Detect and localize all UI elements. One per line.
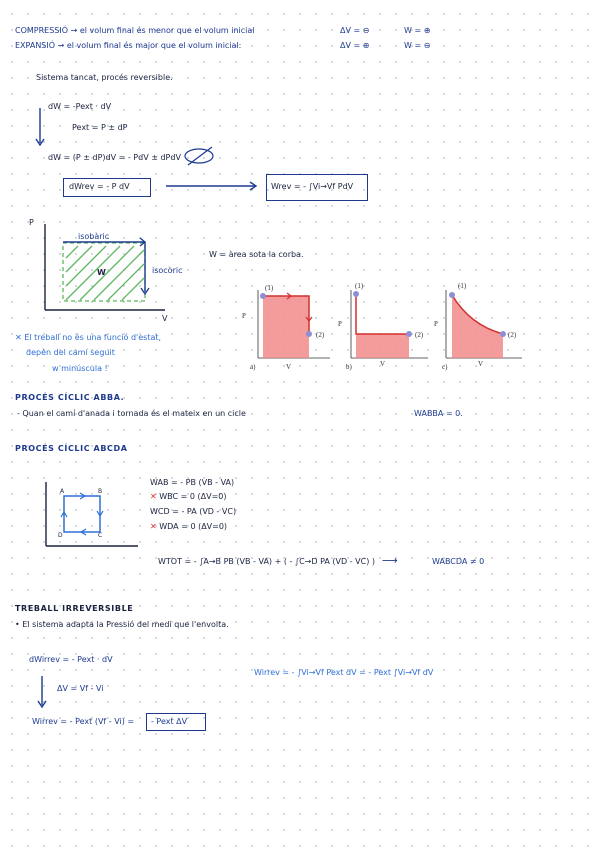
irr-eq2: ΔV = Vf - Vi — [57, 684, 104, 693]
corner-a: A — [60, 488, 65, 495]
pv-p-axis-label: P — [29, 218, 34, 227]
graph-a-s1: (1) — [265, 284, 274, 292]
state-function-note-2: depèn del camí seguit — [26, 348, 115, 357]
boxed-wrev-text: Wrev = - ∫Vi→Vf PdV — [271, 182, 354, 191]
graph-c — [446, 290, 522, 358]
expansion-w: W = ⊖ — [404, 41, 431, 50]
graph-c-p: P — [434, 320, 438, 328]
graph-b-state2 — [406, 331, 412, 337]
eq-wbc-text: WBC = 0 (ΔV=0) — [159, 492, 227, 501]
rev-eq1: dW = -Pext · dV — [48, 102, 112, 111]
graph-a-v: V — [286, 363, 292, 371]
corner-c: C — [98, 532, 103, 539]
graph-a — [258, 290, 330, 358]
isobaric-label: isobàric — [78, 232, 110, 241]
graph-a-p: P — [242, 312, 246, 320]
graph-a-state1 — [260, 293, 266, 299]
eq-wda-text: WDA = 0 (ΔV=0) — [159, 522, 228, 531]
compression-text: → el volum final és menor que el volum inicial — [70, 26, 255, 35]
rev-eq3: dW = (P ± dP)dV = - PdV ± dPdV — [48, 153, 181, 162]
graph-a-state2 — [306, 331, 312, 337]
graph-b-s2: (2) — [415, 331, 424, 339]
irr-eq3: Wirrev = - Pext (Vf - Vi) = — [32, 717, 135, 726]
state-function-note-1: ✕ El treball no és una funció d'estat, — [15, 333, 162, 342]
crossed-term-circle — [185, 149, 213, 163]
irr-eq1: dWirrev = - Pext · dV — [29, 655, 113, 664]
graph-b-s1: (1) — [355, 282, 364, 290]
eq-wcd-text: WCD = - PA (VD - VC) — [150, 507, 237, 516]
pv-v-axis-label: V — [162, 314, 168, 323]
rev-eq2: Pext = P ± dP — [72, 123, 128, 132]
graph-c-state2 — [500, 331, 506, 337]
eq-wab-text: WAB = - PB (VB - VA) — [150, 478, 235, 487]
graph-a-caption: a) — [250, 363, 256, 371]
expansion-text: → el volum final és major que el volum inicial: — [57, 41, 242, 50]
graph-b-state1 — [353, 291, 359, 297]
expansion-dv: ΔV = ⊕ — [340, 41, 370, 50]
compression-term: COMPRESSIÓ — [15, 26, 69, 35]
graph-c-state1 — [449, 292, 455, 298]
compression-w: W = ⊕ — [404, 26, 431, 35]
graph-b — [351, 290, 428, 358]
abba-result: WABBA = 0. — [414, 409, 463, 418]
graph-c-caption: c) — [442, 363, 448, 371]
pv-hatch-area — [63, 243, 145, 301]
abcda-diagram — [46, 482, 138, 546]
expansion-term: EXPANSIÓ — [15, 41, 56, 50]
graph-c-v: V — [478, 360, 484, 368]
irr-integral: Wirrev = - ∫Vi→Vf Pext dV = - Pext ∫Vi→Vf dV — [254, 668, 434, 677]
corner-d: D — [58, 532, 63, 539]
graph-c-area — [452, 295, 503, 358]
graph-a-s2: (2) — [316, 331, 325, 339]
abba-title: PROCÉS CÍCLIC ABBA. — [15, 393, 125, 402]
irreversible-text: • El sistema adapta la Pressió del medi que l'envolta. — [15, 620, 229, 629]
compression-dv: ΔV = ⊖ — [340, 26, 370, 35]
graph-b-area — [356, 334, 409, 358]
isochoric-label: isocòric — [152, 266, 183, 275]
graph-b-v: V — [380, 360, 386, 368]
state-function-note-3: w minúscula ! — [52, 364, 108, 373]
abcda-title: PROCÉS CÍCLIC ABCDA — [15, 444, 128, 453]
graph-a-area — [263, 296, 309, 358]
graph-c-s1: (1) — [458, 282, 467, 290]
graph-c-s2: (2) — [508, 331, 517, 339]
eq-wbc-mark: ✕ — [150, 492, 157, 501]
boxed-pext-dv-text: - Pext ΔV — [151, 717, 188, 726]
abba-text: - Quan el camí d'anada i tornada és el mateix en un cicle — [17, 409, 246, 418]
graph-b-caption: b) — [346, 363, 352, 371]
graph-b-p: P — [338, 320, 342, 328]
work-area-label: W — [97, 268, 106, 277]
corner-b: B — [98, 488, 103, 495]
reversible-title: Sistema tancat, procés reversible. — [36, 73, 173, 82]
boxed-dwrev-text: dWrev = - P dV — [69, 182, 130, 191]
wtot-arrow: ⟶ — [382, 554, 398, 567]
wtot-eq: WTOT = - ∫A→B PB (VB - VA) + ( - ∫C→D PA (VD - VC) ) — [158, 557, 375, 566]
eq-wda-mark: ✕ — [150, 522, 157, 531]
irreversible-title: TREBALL IRREVERSIBLE — [15, 604, 134, 613]
area-note: W = àrea sota la corba. — [209, 250, 304, 259]
abcda-result: WABCDA ≠ 0 — [432, 557, 485, 566]
